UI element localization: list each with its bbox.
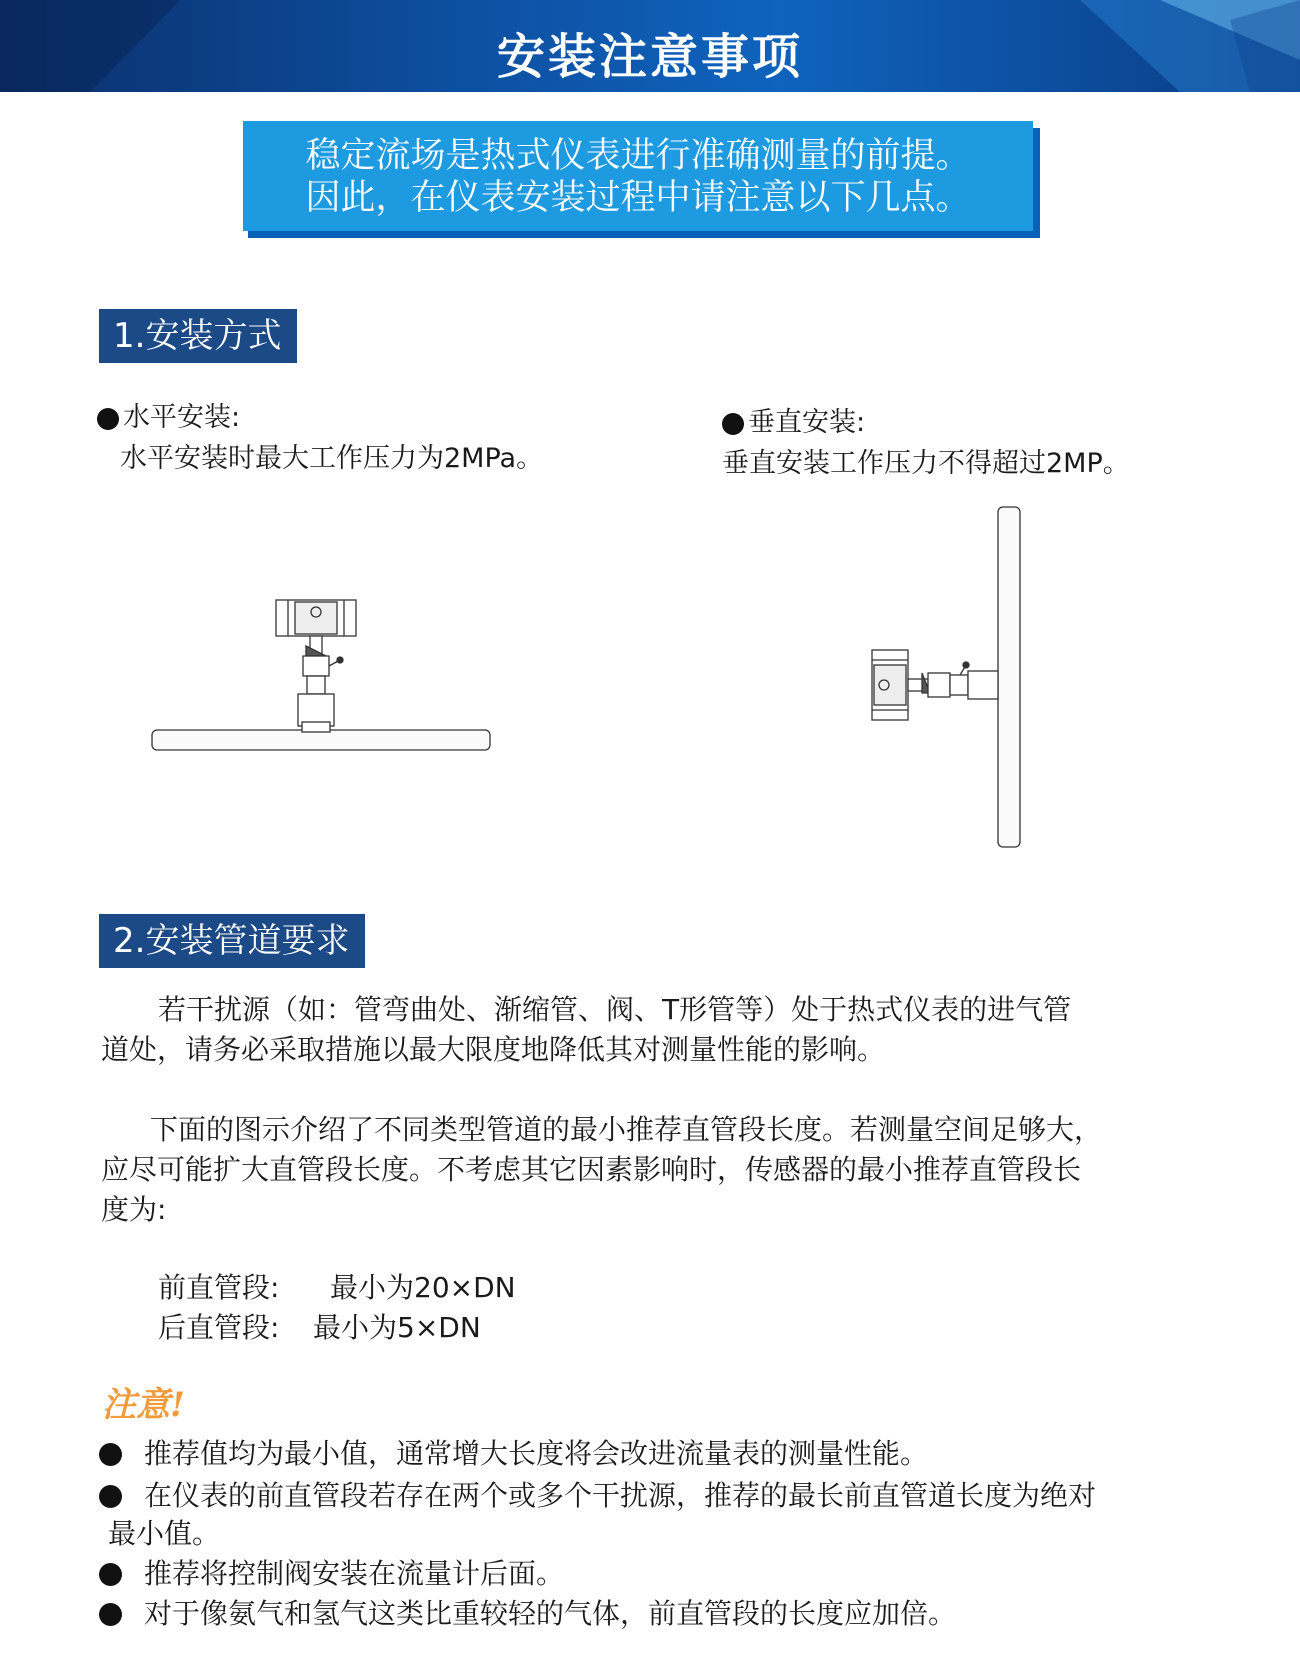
notice-item-2-cont: 最小值。 xyxy=(108,1517,221,1550)
title-banner xyxy=(0,0,1300,92)
section-header-install-method: 1.安装方式 xyxy=(99,309,297,363)
bullet-icon xyxy=(99,1443,122,1466)
horizontal-install-title xyxy=(97,398,240,438)
horizontal-install-diagram xyxy=(140,590,500,760)
vertical-install-title-text: 垂直安装: xyxy=(748,407,866,438)
rear-straight-value: 最小为5×DN xyxy=(313,1311,481,1344)
bullet-icon xyxy=(99,1603,122,1626)
notice-item-1: 推荐值均为最小值，通常增大长度将会改进流量表的测量性能。 xyxy=(144,1437,929,1470)
vertical-install-title xyxy=(722,403,865,443)
para1-line1: 若干扰源（如：管弯曲处、渐缩管、阀、T形管等）处于热式仪表的进气管 xyxy=(158,993,1072,1026)
vertical-install-desc: 垂直安装工作压力不得超过2MP。 xyxy=(722,448,1130,479)
intro-line-1: 稳定流场是热式仪表进行准确测量的前提。 xyxy=(305,136,971,176)
intro-box xyxy=(243,121,1033,231)
rear-straight-label: 后直管段: xyxy=(158,1311,280,1344)
intro-line-2: 因此，在仪表安装过程中请注意以下几点。 xyxy=(305,178,971,218)
bullet-icon xyxy=(722,413,744,435)
section-header-pipe-requirements: 2.安装管道要求 xyxy=(99,914,365,968)
front-straight-label: 前直管段: xyxy=(158,1271,280,1304)
para1-line2: 道处，请务必采取措施以最大限度地降低其对测量性能的影响。 xyxy=(101,1033,886,1066)
page-title: 安装注意事项 xyxy=(496,29,803,85)
vertical-install-diagram xyxy=(868,505,1028,850)
para2-line3: 度为: xyxy=(101,1193,167,1226)
notice-item-4: 对于像氨气和氢气这类比重较轻的气体，前直管段的长度应加倍。 xyxy=(144,1597,957,1630)
para2-line1: 下面的图示介绍了不同类型管道的最小推荐直管段长度。若测量空间足够大， xyxy=(150,1113,1103,1146)
notice-item-3: 推荐将控制阀安装在流量计后面。 xyxy=(144,1557,565,1590)
notice-item-2: 在仪表的前直管段若存在两个或多个干扰源，推荐的最长前直管道长度为绝对 xyxy=(144,1479,1097,1512)
horizontal-install-title-text: 水平安装: xyxy=(123,402,241,433)
bullet-icon xyxy=(99,1485,122,1508)
notice-title: 注意! xyxy=(102,1385,185,1425)
bullet-icon xyxy=(99,1563,122,1586)
front-straight-value: 最小为20×DN xyxy=(330,1271,516,1304)
horizontal-install-desc: 水平安装时最大工作压力为2MPa。 xyxy=(120,443,544,474)
para2-line2: 应尽可能扩大直管段长度。不考虑其它因素影响时，传感器的最小推荐直管段长 xyxy=(101,1153,1082,1186)
bullet-icon xyxy=(97,408,119,430)
